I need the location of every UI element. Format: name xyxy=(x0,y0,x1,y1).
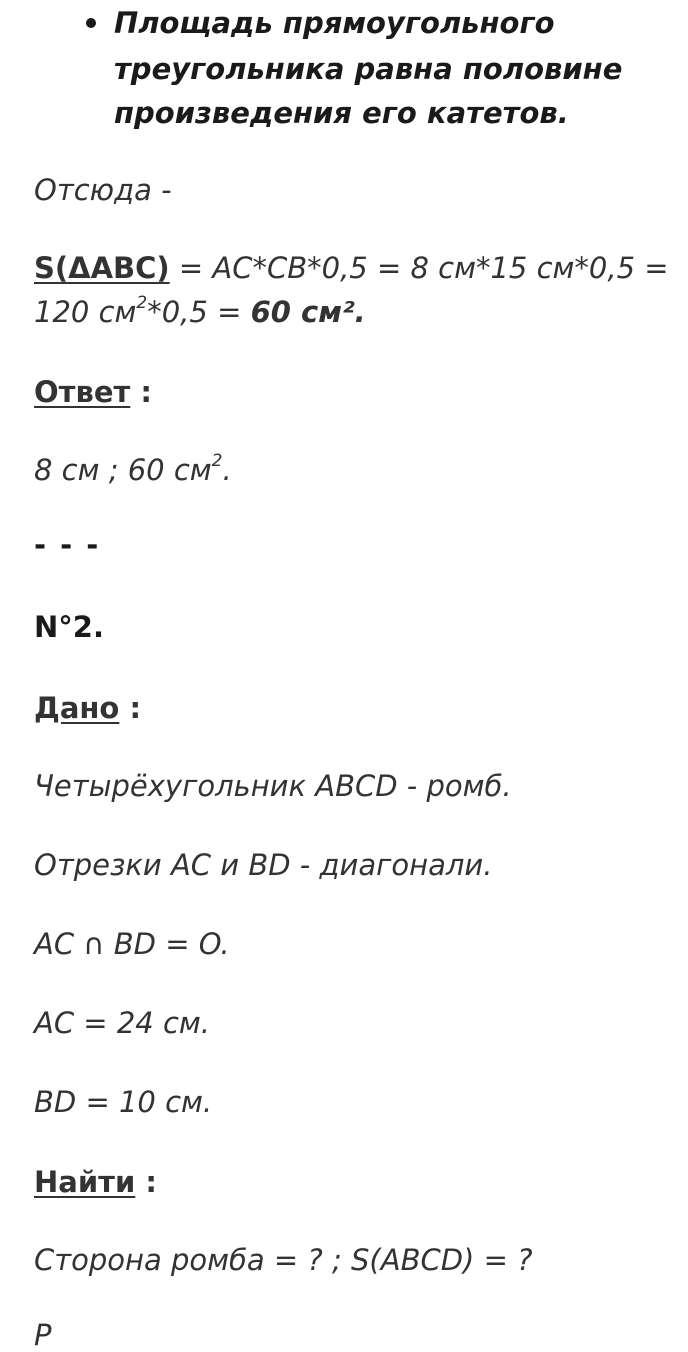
formula-rhs: = AC*CB*0,5 = 8 см*15 см*0,5 = xyxy=(169,251,669,285)
answer-end: . xyxy=(222,453,232,487)
given-item-4: AC = 24 см. xyxy=(34,1006,210,1040)
formula-end: . xyxy=(354,295,366,329)
otsyuda-text: Отсюда - xyxy=(34,173,172,207)
bullet-line-2: треугольника равна половине xyxy=(114,52,623,86)
separator: - - - xyxy=(34,528,101,562)
given-heading xyxy=(34,688,141,728)
find-label: Найти xyxy=(34,1165,136,1199)
bullet-line-1: Площадь прямоугольного xyxy=(114,6,555,40)
answer-text: 8 см ; 60 см xyxy=(34,453,212,487)
answer-label: Ответ xyxy=(34,375,131,409)
formula-line-2 xyxy=(34,292,366,332)
answer-sup: 2 xyxy=(211,451,223,472)
problem-number: N°2. xyxy=(34,610,104,644)
answer-colon: : xyxy=(130,375,152,409)
given-item-1: Четырёхугольник ABCD - ромб. xyxy=(34,769,512,803)
cut-off-text: Р xyxy=(34,1318,52,1352)
formula-l2b: *0,5 = xyxy=(147,295,251,329)
answer-heading xyxy=(34,372,152,412)
find-heading xyxy=(34,1162,157,1202)
given-item-2: Отрезки AC и BD - диагонали. xyxy=(34,848,493,882)
formula-l2a: 120 см xyxy=(34,295,137,329)
given-item-3: AC ∩ BD = O. xyxy=(34,927,230,961)
find-colon: : xyxy=(135,1165,157,1199)
find-value: Сторона ромба = ? ; S(ABCD) = ? xyxy=(34,1243,533,1277)
given-colon: : xyxy=(119,691,142,725)
bullet-dot-icon xyxy=(86,18,96,28)
bullet-line-3: произведения его катетов. xyxy=(114,96,569,130)
formula-result: 60 см² xyxy=(250,295,355,329)
formula-lhs: S(ΔABC) xyxy=(34,251,170,285)
given-item-5: BD = 10 см. xyxy=(34,1085,213,1119)
answer-value xyxy=(34,450,232,490)
given-label: Дано xyxy=(34,691,120,725)
formula-l2-sup: 2 xyxy=(136,293,148,314)
formula-line-1 xyxy=(34,248,669,288)
